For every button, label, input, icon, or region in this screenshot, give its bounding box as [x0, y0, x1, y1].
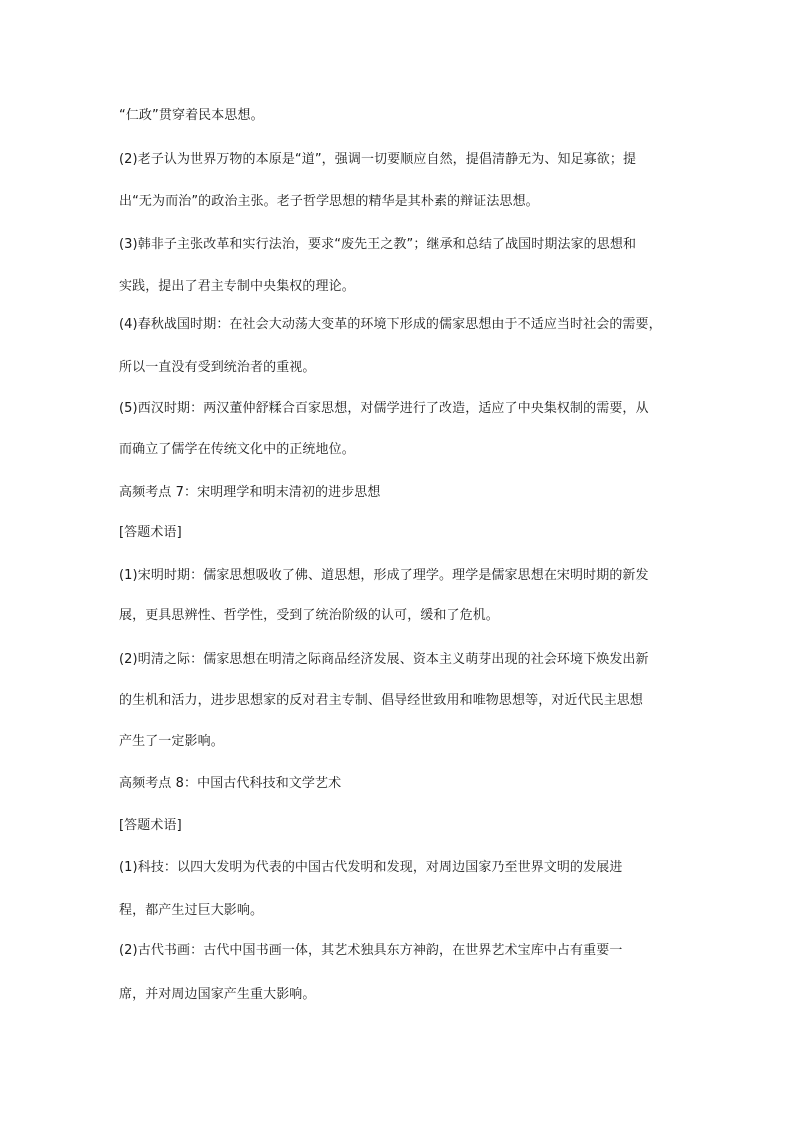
text-line: 席，并对周边国家产生重大影响。: [119, 987, 316, 1002]
text-line: 实践，提出了君主专制中央集权的理论。: [119, 279, 355, 294]
section-label: [答题术语]: [119, 525, 182, 540]
section-heading: 高频考点 8：中国古代科技和文学艺术: [119, 776, 342, 791]
text-line: “仁政”贯穿着民本思想。: [119, 108, 264, 123]
text-line: 的生机和活力，进步思想家的反对君主专制、倡导经世致用和唯物思想等，对近代民主思想: [119, 693, 644, 708]
section-heading: 高频考点 7：宋明理学和明末清初的进步思想: [119, 485, 381, 500]
text-line: (3)韩非子主张改革和实行法治，要求“废先王之教”；继承和总结了战国时期法家的思想和: [119, 237, 637, 252]
text-line: 所以一直没有受到统治者的重视。: [119, 360, 316, 375]
text-line: 展，更具思辨性、哲学性，受到了统治阶级的认可，缓和了危机。: [119, 608, 499, 623]
text-line: (2)古代书画：古代中国书画一体，其艺术独具东方神韵，在世界艺术宝库中占有重要一: [119, 943, 623, 958]
text-line: 程，都产生过巨大影响。: [119, 903, 264, 918]
text-line: 产生了一定影响。: [119, 734, 224, 749]
text-line: (5)西汉时期：两汉董仲舒糅合百家思想，对儒学进行了改造，适应了中央集权制的需要，从: [119, 401, 649, 416]
text-line: (1)宋明时期：儒家思想吸收了佛、道思想，形成了理学。理学是儒家思想在宋明时期的新发: [119, 568, 649, 583]
section-label: [答题术语]: [119, 818, 182, 833]
text-line: 出“无为而治”的政治主张。老子哲学思想的精华是其朴素的辩证法思想。: [119, 194, 539, 209]
text-line: (1)科技：以四大发明为代表的中国古代发明和发现，对周边国家乃至世界文明的发展进: [119, 860, 623, 875]
text-line: (4)春秋战国时期：在社会大动荡大变革的环境下形成的儒家思想由于不适应当时社会的需要，: [119, 317, 662, 332]
text-line: (2)老子认为世界万物的本原是“道”，强调一切要顺应自然，提倡清静无为、知足寡欲；提: [119, 152, 637, 167]
text-line: (2)明清之际：儒家思想在明清之际商品经济发展、资本主义萌芽出现的社会环境下焕发出新: [119, 652, 649, 667]
text-line: 而确立了儒学在传统文化中的正统地位。: [119, 442, 355, 457]
